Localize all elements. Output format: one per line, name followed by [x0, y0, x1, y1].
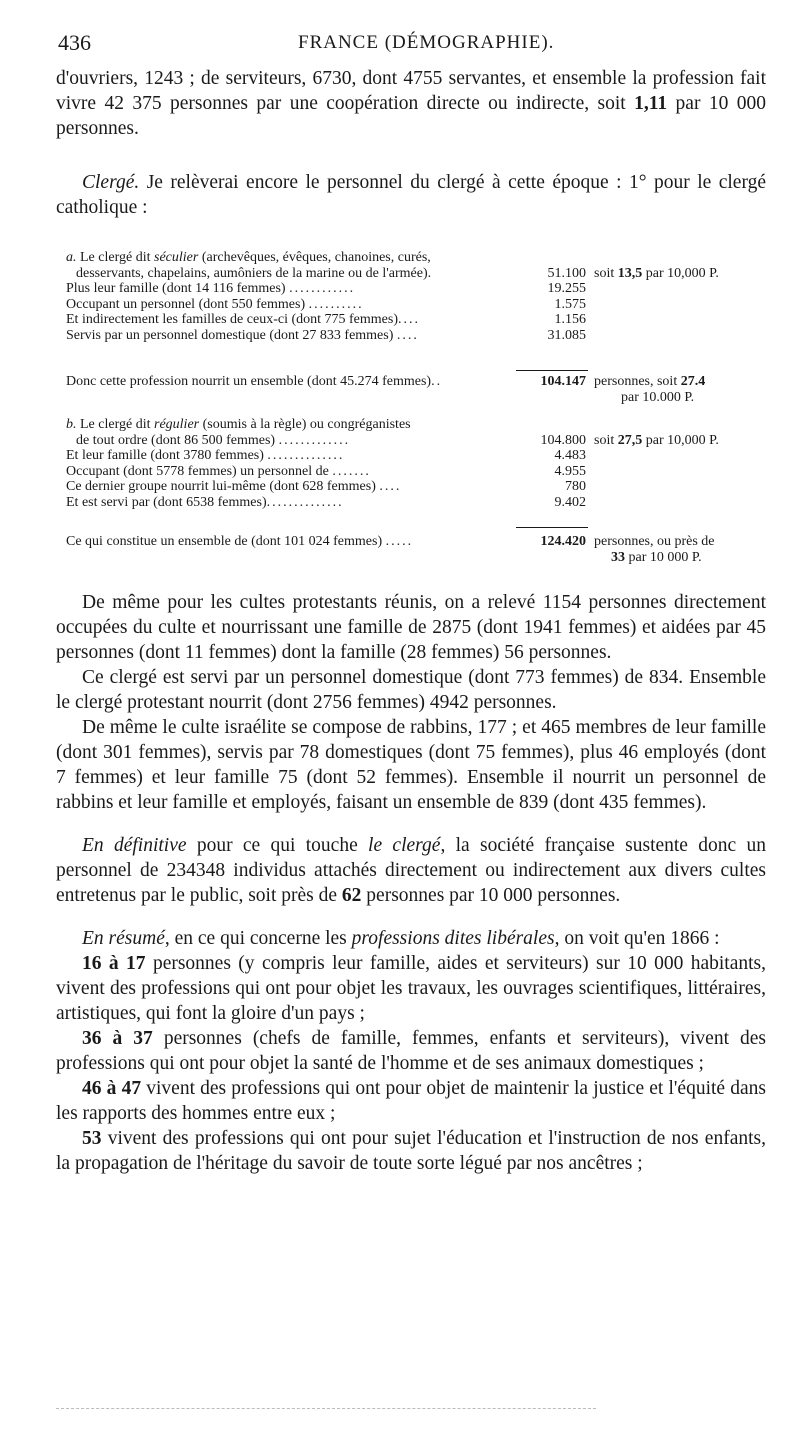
table-row: Ce dernier groupe nourrit lui-même (dont 628 femmes) .... 780: [66, 479, 586, 494]
table-row: Occupant un personnel (dont 550 femmes) .......... 1.575: [66, 296, 586, 312]
table-title: b. Le clergé dit régulier (soumis à la règle) ou congréganistes: [66, 417, 411, 432]
table-row: desservants, chapelains, aumôniers de la marine ou de l'armée). 51.100 soit 13,5 par 10,000 P.: [76, 265, 719, 281]
table-clerge-seculier: [66, 250, 766, 343]
value: 19.255: [547, 281, 586, 296]
value: 104.800: [540, 432, 586, 448]
table-row: Servis par un personnel domestique (dont 27 833 femmes) .... 31.085: [66, 327, 586, 343]
table-title: a. Le clergé dit séculier (archevêques, évêques, chanoines, curés,: [66, 250, 431, 265]
value: 4.483: [554, 448, 586, 463]
paragraph: 53 vivent des professions qui ont pour sujet l'éducation et l'instruction de nos enfants, la propagation de l'héritage du savoir de toute sorte légué par nos ancêtres ;: [56, 1128, 766, 1174]
intro-text: d'ouvriers, 1243 ; de serviteurs, 6730, dont 4755 servantes, et ensemble la profession fait vivre 42 375 personnes par une coopération directe ou indirecte, soit: [56, 68, 766, 114]
value: 31.085: [547, 327, 586, 343]
rate-note: soit 27,5 par 10,000 P.: [594, 432, 719, 448]
total-rule: [516, 370, 588, 371]
total-value: 104.147: [540, 374, 586, 389]
value: 51.100: [547, 265, 586, 281]
rate-note: soit 13,5 par 10,000 P.: [594, 265, 719, 281]
intro-end: par 10 000 personnes.: [56, 93, 767, 139]
running-title: FRANCE (DÉMOGRAPHIE).: [298, 32, 555, 53]
page-header: [58, 30, 760, 58]
table-clerge-regulier: [66, 417, 766, 510]
paragraph: 16 à 17 personnes (y compris leur famille, aides et serviteurs) sur 10 000 habitants, vivent des professions qui ont pour objet les travaux, les ouvrages scientifiques, littéraires, artistiques, qui font la gloire d'un pays ;: [56, 953, 767, 1024]
total-value: 124.420: [540, 534, 586, 549]
paragraph: 36 à 37 personnes (chefs de famille, femmes, enfants et serviteurs), vivent des professions qui ont pour objet la santé de l'homme et de ses animaux domestiques ;: [56, 1028, 766, 1074]
clerge-text: Je relèverai encore le personnel du clergé à cette époque : 1° pour le clergé catholique :: [56, 172, 766, 218]
paragraph: En définitive pour ce qui touche le clergé, la société française sustente donc un personnel de 234348 individus attachés directement ou indirectement aux divers cultes entretenus par le public, soit près de 62 personnes par 10 000 personnes.: [56, 835, 766, 906]
table-row: Occupant (dont 5778 femmes) un personnel de ....... 4.955: [66, 463, 586, 479]
paragraph: Ce clergé est servi par un personnel domestique (dont 773 femmes) de 834. Ensemble le clergé protestant nourrit (dont 2756 femmes) 4942 personnes.: [56, 667, 766, 713]
value: 1.575: [554, 296, 586, 312]
paragraph: En résumé, en ce qui concerne les professions dites libérales, on voit qu'en 1866 :: [82, 928, 720, 949]
value: 4.955: [554, 463, 586, 479]
body-text: [56, 590, 766, 1176]
table-total-row: Donc cette profession nourrit un ensemble (dont 45.274 femmes).. 104.147 personnes, soit 27.4: [66, 374, 706, 389]
table-total-b: Ce qui constitue un ensemble de (dont 101 024 femmes) ..... 124.420 personnes, ou près de 33 par 10 000 P.: [66, 534, 766, 565]
paragraph: De même le culte israélite se compose de rabbins, 177 ; et 465 membres de leur famille (dont 301 femmes), servis par 78 domestiques (dont 75 femmes), plus 46 employés (dont 7 femmes) et leur famille 75 (dont 52 femmes). Ensemble il nourrit un personnel de rabbins et leur famille et employés, faisant un ensemble de 839 (dont 435 femmes).: [56, 717, 766, 813]
paragraph: 46 à 47 vivent des professions qui ont pour objet de maintenir la justice et l'équité dans les rapports des hommes entre eux ;: [56, 1078, 766, 1124]
table-row: de tout ordre (dont 86 500 femmes) ............. 104.800 soit 27,5 par 10,000 P.: [76, 432, 719, 448]
table-row: Et est servi par (dont 6538 femmes).............. 9.402: [66, 494, 586, 510]
table-total-a: Donc cette profession nourrit un ensemble (dont 45.274 femmes).. 104.147 personnes, soit 27.4 par 10.000 P.: [66, 374, 766, 405]
intro-paragraph: [56, 66, 766, 141]
table-total-row: Ce qui constitue un ensemble de (dont 101 024 femmes) ..... 124.420 personnes, ou près de: [66, 534, 715, 549]
paragraph: De même pour les cultes protestants réunis, on a relevé 1154 personnes directement occupées du culte et nourrissant une famille de 2875 (dont 1941 femmes) et aidées par 45 personnes (dont 11 femmes) dont la famille (28 femmes) 56 personnes.: [56, 592, 766, 663]
total-rule: [516, 527, 588, 528]
table-row: Plus leur famille (dont 14 116 femmes) ............ 19.255: [66, 281, 586, 296]
intro-rate: 1,11: [634, 93, 668, 114]
table-row: Et indirectement les familles de ceux-ci (dont 775 femmes).... 1.156: [66, 312, 586, 327]
table-row: Et leur famille (dont 3780 femmes) .............. 4.483: [66, 448, 586, 463]
value: 780: [565, 479, 586, 494]
value: 1.156: [554, 312, 586, 327]
clerge-label: Clergé.: [82, 172, 140, 193]
page-bottom-rule: [56, 1408, 596, 1409]
value: 9.402: [554, 494, 586, 510]
clerge-paragraph: [56, 170, 766, 220]
page-number: 436: [58, 30, 91, 55]
